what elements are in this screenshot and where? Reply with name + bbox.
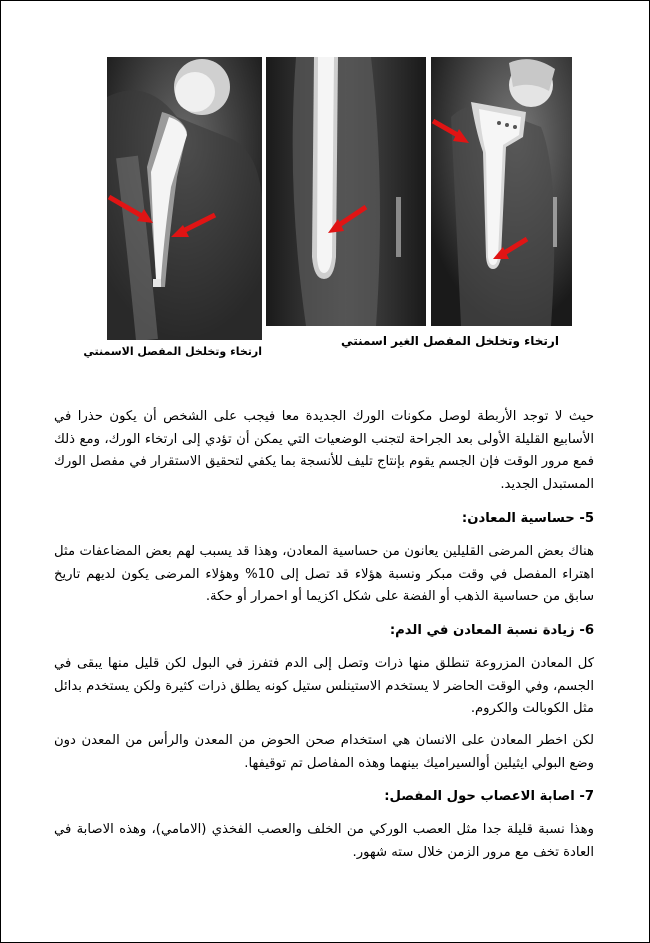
heading-metal-sensitivity: 5- حساسية المعادن: [461, 511, 594, 526]
caption-cemented: ارتخاء وتخلخل المفصل الاسمنتي [83, 345, 262, 358]
paragraph-metal-level-1: كل المعادن المزروعة تنطلق منها ذرات وتصل إلى الدم فتفرز في البول لكن قليل منها يبقى في الجسم، وفي الوقت الحاضر لا يستخدم الاستينلس ستيل كونه يطلق ذرات كثيرة ولكن يستخدم بدائل مثل الكوبالت والكروم. [54, 656, 594, 716]
paragraph-metal-sensitivity: هناك بعض المرضى القليلين يعانون من حساسية المعادن، وهذا قد يسبب لهم بعض المضاعفات مثل اهتراء المفصل في وقت مبكر ونسبة هؤلاء قد تصل إلى 10% وهؤلاء المرضى يكون لديهم تاريخ سابق من حساسية الذهب أو الفضة على شكل اكزيما أو احمرار أو حكة. [54, 544, 594, 604]
heading-metal-level: 6- زيادة نسبة المعادن في الدم: [389, 623, 594, 638]
caption-cementless: ارتخاء وتخلخل المفصل الغير اسمنتي [341, 334, 559, 348]
xray-cementless-loosening-right [431, 57, 572, 326]
xray-cemented-loosening [107, 57, 262, 340]
paragraph-nerve-injury: وهذا نسبة قليلة جدا مثل العصب الوركي من الخلف والعصب الفخذي (الامامي)، وهذه الاصابة في العادة تخف مع مرور الزمن خلال سته شهور. [54, 822, 594, 860]
paragraph-intro: حيث لا توجد الأربطة لوصل مكونات الورك الجديدة معا فيجب على الشخص أن يكون حذرا في الأسابيع القليلة الأولى بعد الجراحة لتجنب الوضعيات التي يمكن أن تؤدي إلى ارتخاء الورك، ومع ذلك فمع مرور الوقت فإن الجسم يقوم بإنتاج تليف للأنسجة بما يكفي لتحقيق الاستقرار في مفصل الورك المستبدل الجديد. [54, 409, 594, 492]
xray-cementless-loosening-middle [266, 57, 426, 326]
paragraph-metal-level-2: لكن اخطر المعادن على الانسان هي استخدام صحن الحوض من المعدن والرأس من المعدن دون وضع البولي ايثيلين أوالسيراميك بينهما وهذه المفاصل تم توقيفها. [54, 733, 594, 771]
heading-nerve-injury: 7- اصابة الاعصاب حول المفصل: [384, 789, 594, 804]
